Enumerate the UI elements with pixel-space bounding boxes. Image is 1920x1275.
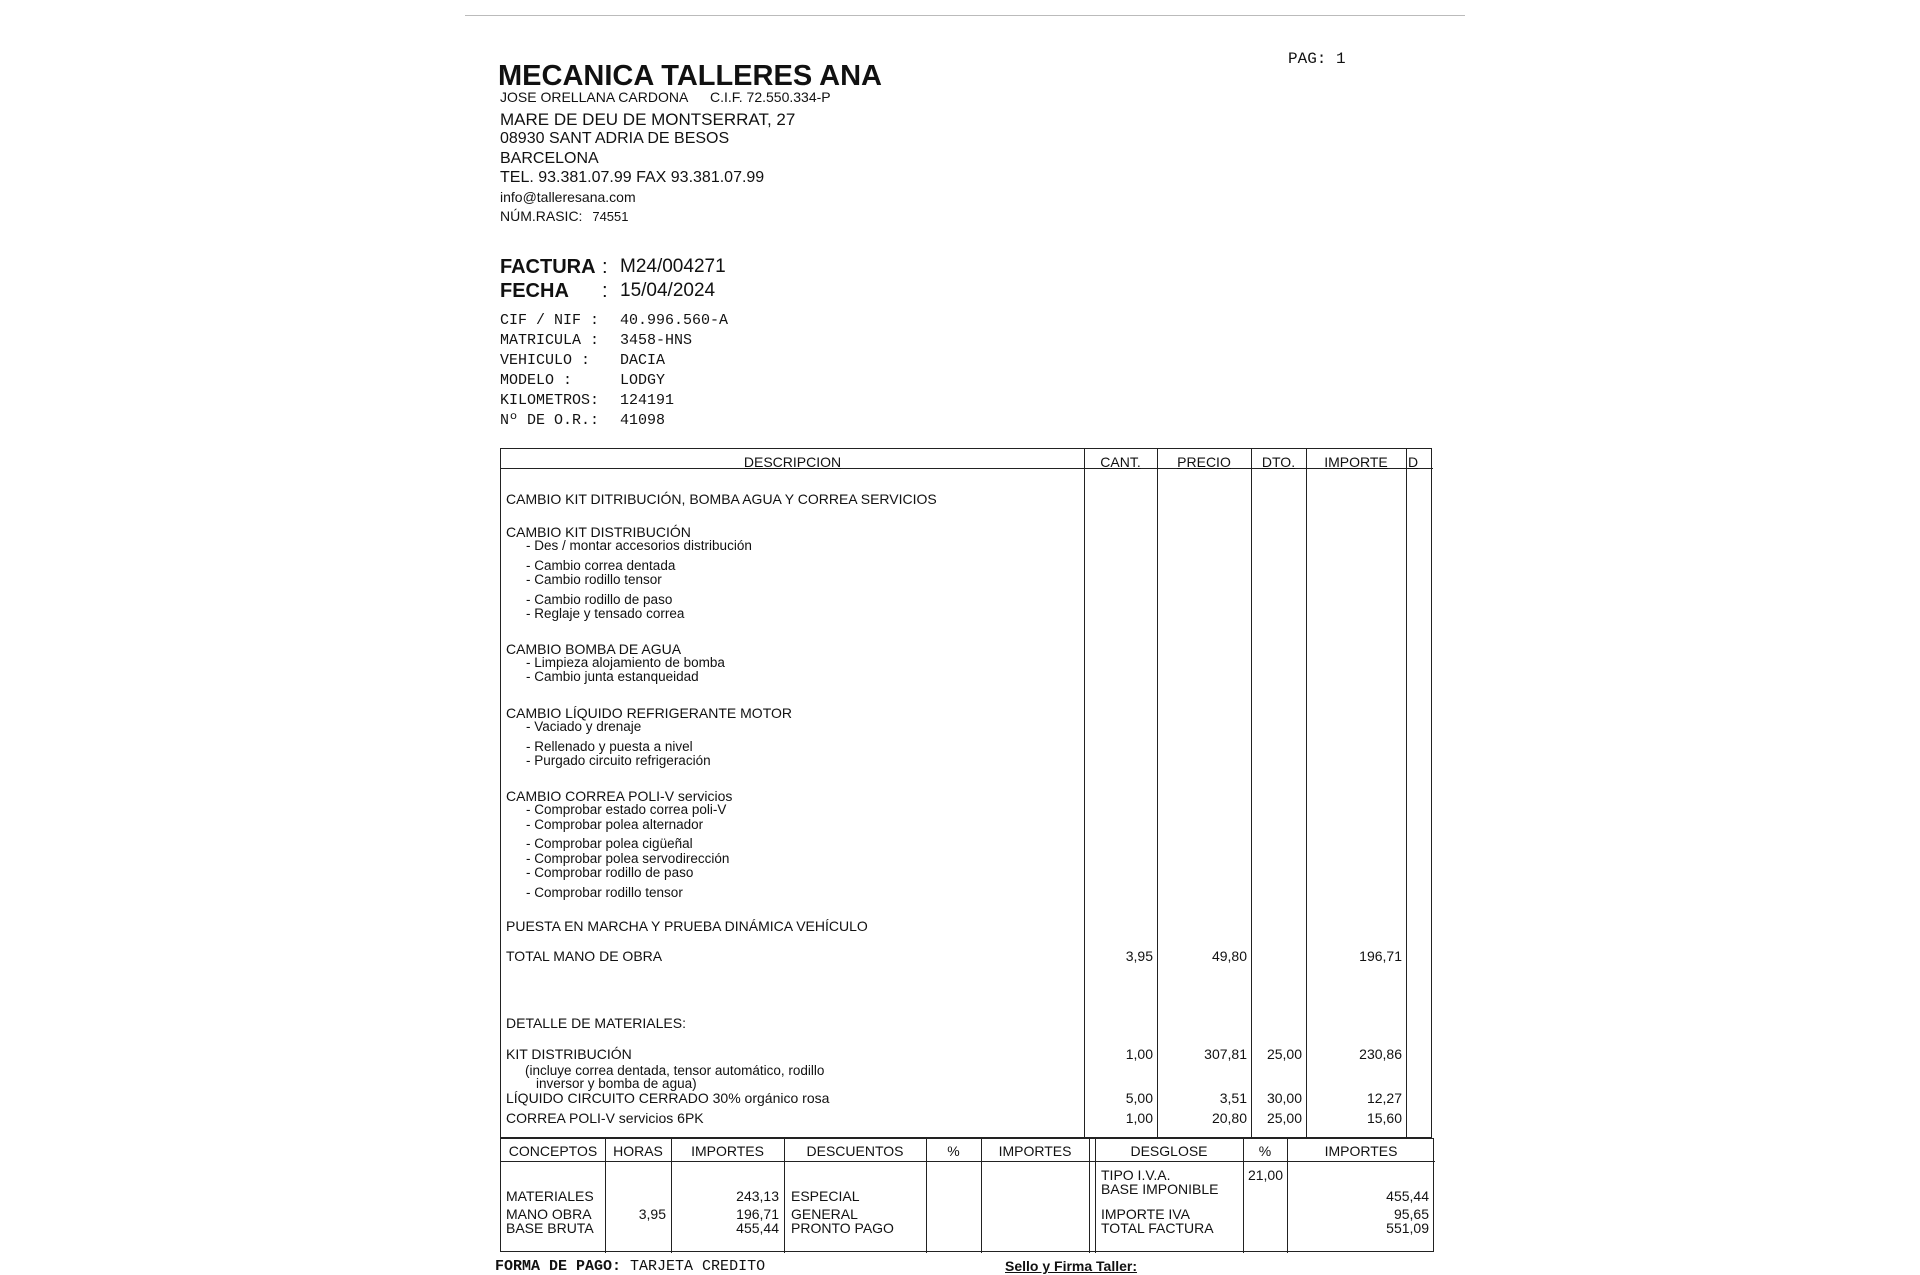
fecha-value: 15/04/2024: [620, 280, 716, 301]
footer-header-importes-2: IMPORTES: [998, 1143, 1072, 1159]
footer-header-pct-2: %: [1258, 1143, 1272, 1159]
desglose-importe-iva: IMPORTE IVA: [1101, 1206, 1190, 1222]
line-item: - Cambio junta estanqueidad: [526, 669, 699, 684]
footer-header-conceptos: CONCEPTOS: [508, 1143, 598, 1159]
line-item: LÍQUIDO CIRCUITO CERRADO 30% orgánico rosa: [506, 1090, 830, 1106]
fecha-colon: :: [602, 280, 608, 302]
vehicle-row: Nº DE O.R.: 41098: [500, 412, 666, 429]
line-item: - Vaciado y drenaje: [526, 719, 642, 734]
header-precio: PRECIO: [1177, 454, 1231, 470]
fecha-label: FECHA: [500, 280, 569, 302]
page-number: PAG: 1: [1288, 50, 1346, 68]
vehicle-row: MODELO : LODGY: [500, 372, 666, 389]
header-dto: DTO.: [1261, 454, 1296, 470]
footer-header-desglose: DESGLOSE: [1130, 1143, 1208, 1159]
company-name: MECANICA TALLERES ANA: [498, 60, 882, 92]
line-item: - Reglaje y tensado correa: [526, 606, 685, 621]
rasic-label: NÚM.RASIC:: [500, 208, 583, 224]
footer-header-pct: %: [947, 1143, 960, 1159]
belt-precio: 20,80: [1211, 1110, 1247, 1126]
factura-label: FACTURA: [500, 256, 596, 278]
belt-cant: 1,00: [1125, 1110, 1153, 1126]
line-item: - Cambio rodillo de paso: [526, 592, 673, 607]
factura-number: M24/004271: [620, 256, 726, 277]
vehicle-row: MATRICULA : 3458-HNS: [500, 332, 693, 349]
kit-precio: 307,81: [1204, 1046, 1247, 1062]
concept-base-bruta-importe: 455,44: [736, 1220, 779, 1236]
desglose-base-imponible-importe: 455,44: [1386, 1188, 1429, 1204]
line-item: - Comprobar polea servodirección: [526, 851, 730, 866]
invoice-lines-table: [500, 448, 1432, 1138]
line-item: - Des / montar accesorios distribución: [526, 538, 752, 553]
concept-materiales-importe: 243,13: [736, 1188, 779, 1204]
email: info@talleresana.com: [500, 189, 636, 205]
line-item: CORREA POLI-V servicios 6PK: [506, 1110, 704, 1126]
kit-importe: 230,86: [1359, 1046, 1402, 1062]
payment-method: [495, 1258, 765, 1275]
line-item: - Comprobar polea cigüeñal: [526, 836, 693, 851]
liquid-precio: 3,51: [1219, 1090, 1247, 1106]
labor-cant: 3,95: [1125, 948, 1153, 964]
line-item: (incluye correa dentada, tensor automático, rodillo: [525, 1063, 825, 1078]
labor-total-label: TOTAL MANO DE OBRA: [506, 948, 663, 964]
labor-precio: 49,80: [1211, 948, 1247, 964]
vehicle-row: CIF / NIF : 40.996.560-A: [500, 312, 729, 329]
line-item: inversor y bomba de agua): [536, 1076, 697, 1091]
address-line-3: BARCELONA: [500, 150, 599, 167]
liquid-cant: 5,00: [1125, 1090, 1153, 1106]
desglose-base-imponible: BASE IMPONIBLE: [1101, 1181, 1219, 1197]
line-item: - Purgado circuito refrigeración: [526, 753, 711, 768]
line-item: CAMBIO KIT DITRIBUCIÓN, BOMBA AGUA Y CORREA SERVICIOS: [506, 491, 937, 507]
footer-header-importes-3: IMPORTES: [1324, 1143, 1398, 1159]
vehicle-row: VEHICULO : DACIA: [500, 352, 666, 369]
header-importe: IMPORTE: [1324, 454, 1388, 470]
header-descripcion: DESCRIPCION: [743, 454, 842, 470]
stamp-signature-label: Sello y Firma Taller:: [1005, 1258, 1138, 1274]
top-rule: [465, 15, 1465, 16]
desglose-total-factura-importe: 551,09: [1386, 1220, 1429, 1236]
concept-mano-obra-horas: 3,95: [638, 1206, 666, 1222]
summary-table: [500, 1138, 1434, 1252]
concept-base-bruta: BASE BRUTA: [506, 1220, 594, 1236]
line-item: - Limpieza alojamiento de bomba: [526, 655, 725, 670]
materials-heading: DETALLE DE MATERIALES:: [506, 1015, 686, 1031]
rasic-value: 74551: [592, 209, 629, 224]
discount-especial: ESPECIAL: [791, 1188, 860, 1204]
footer-header-importes: IMPORTES: [691, 1143, 764, 1159]
line-item: CAMBIO KIT DISTRIBUCIÓN: [506, 524, 691, 540]
payment-label: FORMA DE PAGO:: [495, 1258, 622, 1275]
line-item: KIT DISTRIBUCIÓN: [506, 1046, 632, 1062]
footer-header-descuentos: DESCUENTOS: [806, 1143, 904, 1159]
owner-name: JOSE ORELLANA CARDONA: [500, 89, 689, 105]
line-item: - Comprobar rodillo de paso: [526, 865, 694, 880]
header-d: D: [1408, 454, 1419, 470]
discount-pronto-pago: PRONTO PAGO: [791, 1220, 894, 1236]
discount-general: GENERAL: [791, 1206, 858, 1222]
concept-mano-obra-importe: 196,71: [736, 1206, 779, 1222]
line-item: PUESTA EN MARCHA Y PRUEBA DINÁMICA VEHÍCULO: [506, 918, 868, 934]
line-item: CAMBIO LÍQUIDO REFRIGERANTE MOTOR: [506, 705, 792, 721]
line-item: - Cambio correa dentada: [526, 558, 676, 573]
phone-fax: TEL. 93.381.07.99 FAX 93.381.07.99: [500, 169, 765, 186]
kit-cant: 1,00: [1125, 1046, 1153, 1062]
desglose-tipo-iva-pct: 21,00: [1247, 1167, 1283, 1183]
labor-importe: 196,71: [1359, 948, 1402, 964]
line-item: CAMBIO CORREA POLI-V servicios: [506, 788, 733, 804]
belt-importe: 15,60: [1366, 1110, 1402, 1126]
desglose-importe-iva-importe: 95,65: [1393, 1206, 1429, 1222]
line-item: - Cambio rodillo tensor: [526, 572, 662, 587]
footer-header-horas: HORAS: [613, 1143, 663, 1159]
liquid-dto: 30,00: [1266, 1090, 1302, 1106]
desglose-tipo-iva: TIPO I.V.A.: [1101, 1167, 1171, 1183]
line-item: - Comprobar estado correa poli-V: [526, 802, 727, 817]
concept-materiales: MATERIALES: [506, 1188, 594, 1204]
company-cif: C.I.F. 72.550.334-P: [710, 89, 831, 105]
kit-dto: 25,00: [1266, 1046, 1302, 1062]
liquid-importe: 12,27: [1366, 1090, 1402, 1106]
header-cant: CANT.: [1100, 454, 1141, 470]
desglose-total-factura: TOTAL FACTURA: [1101, 1220, 1214, 1236]
rasic-number: [500, 208, 629, 224]
address-line-1: MARE DE DEU DE MONTSERRAT, 27: [500, 110, 796, 129]
line-item: - Comprobar polea alternador: [526, 817, 704, 832]
line-item: - Rellenado y puesta a nivel: [526, 739, 693, 754]
line-item: - Comprobar rodillo tensor: [526, 885, 683, 900]
factura-colon: :: [602, 256, 608, 278]
concept-mano-obra: MANO OBRA: [506, 1206, 592, 1222]
vehicle-row: KILOMETROS: 124191: [500, 392, 675, 409]
address-line-2: 08930 SANT ADRIA DE BESOS: [500, 130, 730, 147]
payment-value: TARJETA CREDITO: [630, 1258, 766, 1275]
belt-dto: 25,00: [1266, 1110, 1302, 1126]
line-item: CAMBIO BOMBA DE AGUA: [506, 641, 682, 657]
